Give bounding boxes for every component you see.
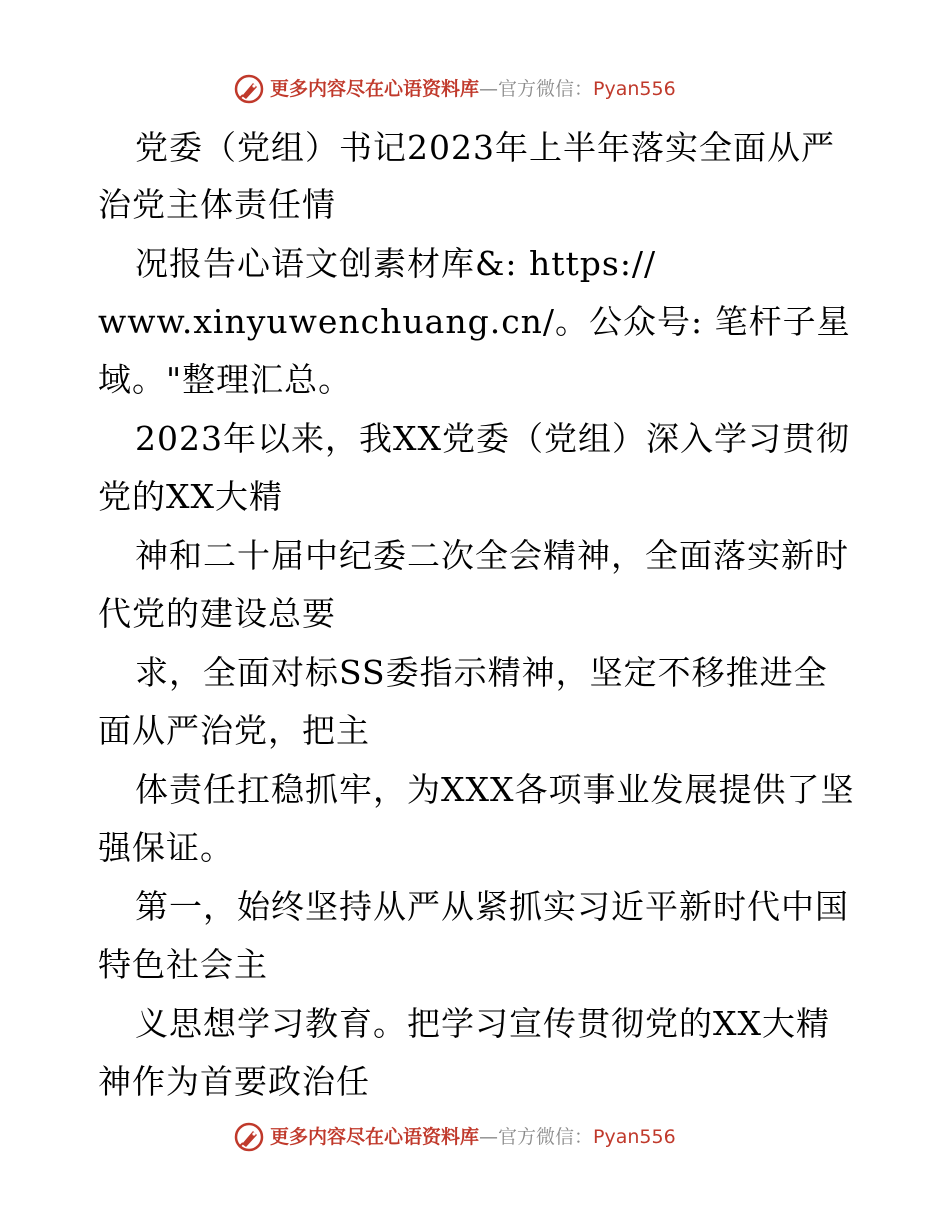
document-line: 义思想学习教育。把学习宣传贯彻党的XX大精 <box>135 1004 830 1043</box>
pen-nib-logo-icon <box>233 1121 265 1153</box>
header-banner-wechat-id: Pyan556 <box>593 78 676 100</box>
header-banner-contact: 官方微信： <box>498 78 594 100</box>
pen-nib-logo-icon <box>233 73 265 105</box>
footer-banner-text <box>270 1125 676 1149</box>
footer-banner-brand: 更多内容尽在心语资料库 <box>270 1126 480 1148</box>
document-line: 域。"整理汇总。 <box>98 360 353 399</box>
document-line: 强保证。 <box>98 828 234 867</box>
document-line: 体责任扛稳抓牢，为XXX各项事业发展提供了坚 <box>135 770 855 809</box>
header-banner <box>0 70 950 110</box>
header-banner-text <box>270 77 676 101</box>
header-banner-brand: 更多内容尽在心语资料库 <box>270 78 480 100</box>
document-line: 况报告心语文创素材库&: https:// <box>135 244 657 283</box>
document-line: 党委（党组）书记2023年上半年落实全面从严 <box>135 128 835 167</box>
header-banner-dash: — <box>479 78 499 100</box>
document-line: 2023年以来，我XX党委（党组）深入学习贯彻 <box>135 419 850 458</box>
document-line: 神和二十届中纪委二次全会精神，全面落实新时 <box>135 536 849 575</box>
footer-banner-contact: 官方微信： <box>498 1126 594 1148</box>
footer-banner-wechat-id: Pyan556 <box>593 1126 676 1148</box>
document-line: 面从严治党，把主 <box>98 711 370 750</box>
footer-banner-dash: — <box>479 1126 499 1148</box>
document-line: www.xinyuwenchuang.cn/。公众号: 笔杆子星 <box>98 302 851 341</box>
document-line: 代党的建设总要 <box>98 594 336 633</box>
document-line: 求，全面对标SS委指示精神，坚定不移推进全 <box>135 653 828 692</box>
footer-banner <box>0 1118 950 1158</box>
document-line: 治党主体责任情 <box>98 185 336 224</box>
document-line: 神作为首要政治任 <box>98 1062 370 1101</box>
document-line: 党的XX大精 <box>98 477 283 516</box>
document-line: 特色社会主 <box>98 945 268 984</box>
document-line: 第一，始终坚持从严从紧抓实习近平新时代中国 <box>135 887 849 926</box>
